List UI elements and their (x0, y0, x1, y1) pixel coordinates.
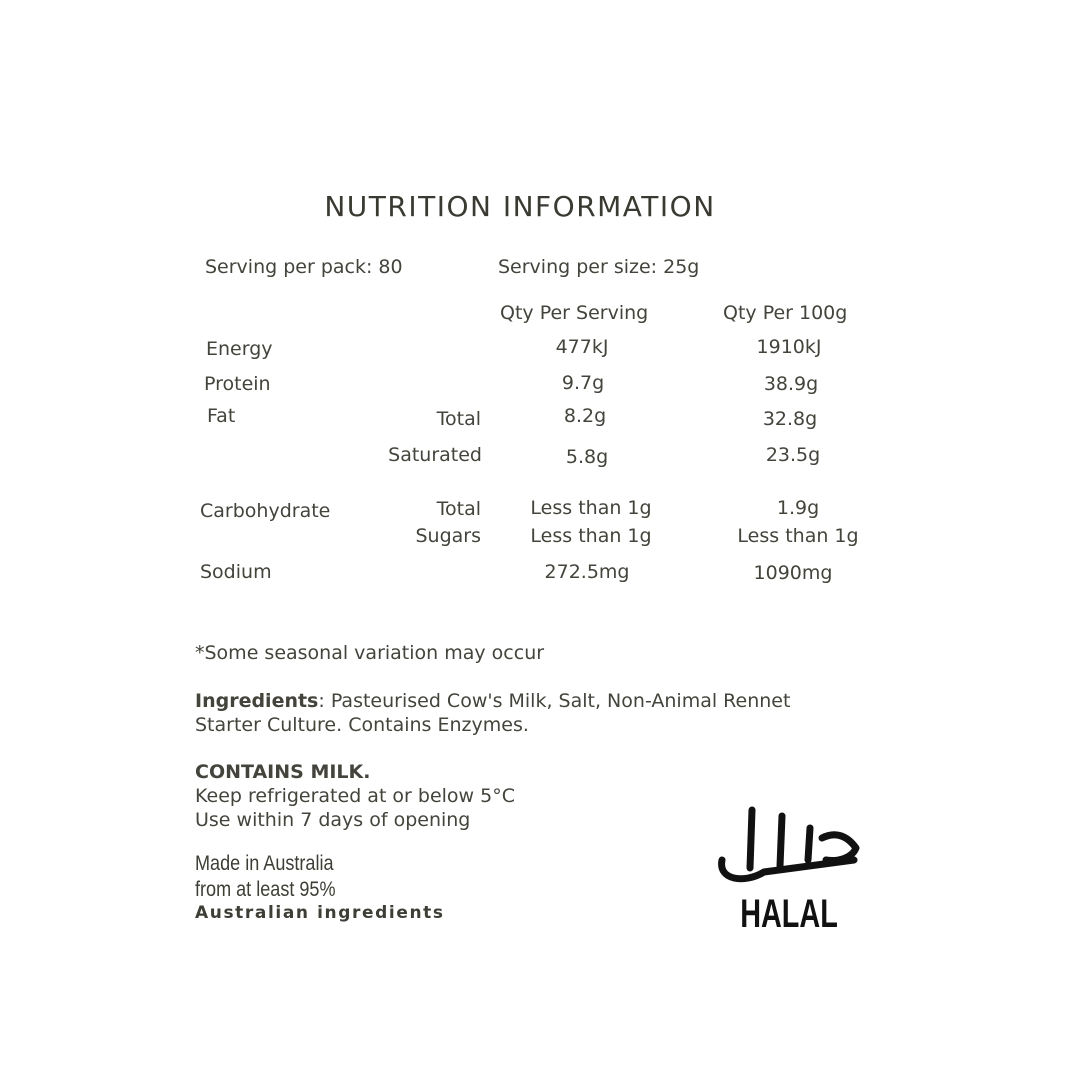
row-carbohydrate-serving: Less than 1g (530, 497, 652, 519)
ingredients-line-2: Starter Culture. Contains Enzymes. (195, 714, 529, 736)
row-sodium-per100: 1090mg (753, 562, 833, 584)
row-carbohydrate-per100: 1.9g (776, 497, 820, 519)
halal-logo (714, 800, 864, 940)
origin-line-1: Made in Australia (195, 852, 334, 875)
row-protein-serving: 9.7g (561, 372, 605, 394)
storage-line-1: Keep refrigerated at or below 5°C (195, 785, 515, 807)
row-fat-label: Fat (207, 405, 236, 427)
ingredients-text: : Pasteurised Cow's Milk, Salt, Non-Animal Rennet (318, 690, 791, 712)
row-energy-per100: 1910kJ (756, 336, 822, 358)
row-fat-serving: 8.2g (563, 405, 607, 427)
row-protein-label: Protein (204, 373, 271, 395)
row-sugars-sub: Sugars (415, 525, 481, 547)
row-sodium-serving: 272.5mg (544, 561, 630, 583)
row-energy-label: Energy (206, 338, 273, 360)
origin-line-3: Australian ingredients (195, 903, 445, 923)
row-sodium-label: Sodium (200, 561, 272, 583)
row-sugars-per100: Less than 1g (737, 525, 859, 547)
seasonal-note: *Some seasonal variation may occur (195, 642, 545, 664)
ingredients-label: Ingredients (195, 690, 319, 712)
halal-arabic-icon (714, 800, 864, 890)
ingredients-line-1 (195, 690, 790, 712)
serving-per-size: Serving per size: 25g (498, 256, 700, 278)
row-carbohydrate-sub: Total (436, 498, 481, 520)
serving-per-pack: Serving per pack: 80 (205, 256, 403, 278)
allergen-warning: CONTAINS MILK. (195, 761, 371, 783)
row-saturated-serving: 5.8g (565, 446, 609, 468)
row-sugars-serving: Less than 1g (530, 525, 652, 547)
storage-line-2: Use within 7 days of opening (195, 809, 471, 831)
column-header-per-serving: Qty Per Serving (500, 302, 649, 324)
column-header-per-100g: Qty Per 100g (723, 302, 848, 324)
page-title: NUTRITION INFORMATION (324, 190, 716, 223)
row-saturated-sub: Saturated (388, 444, 482, 466)
row-protein-per100: 38.9g (763, 373, 819, 395)
halal-label: HALAL (740, 892, 838, 936)
row-fat-sub: Total (436, 408, 481, 430)
row-energy-serving: 477kJ (555, 336, 609, 358)
row-fat-per100: 32.8g (762, 408, 818, 430)
origin-line-2: from at least 95% (195, 878, 336, 901)
row-carbohydrate-label: Carbohydrate (200, 500, 331, 522)
row-saturated-per100: 23.5g (765, 444, 821, 466)
